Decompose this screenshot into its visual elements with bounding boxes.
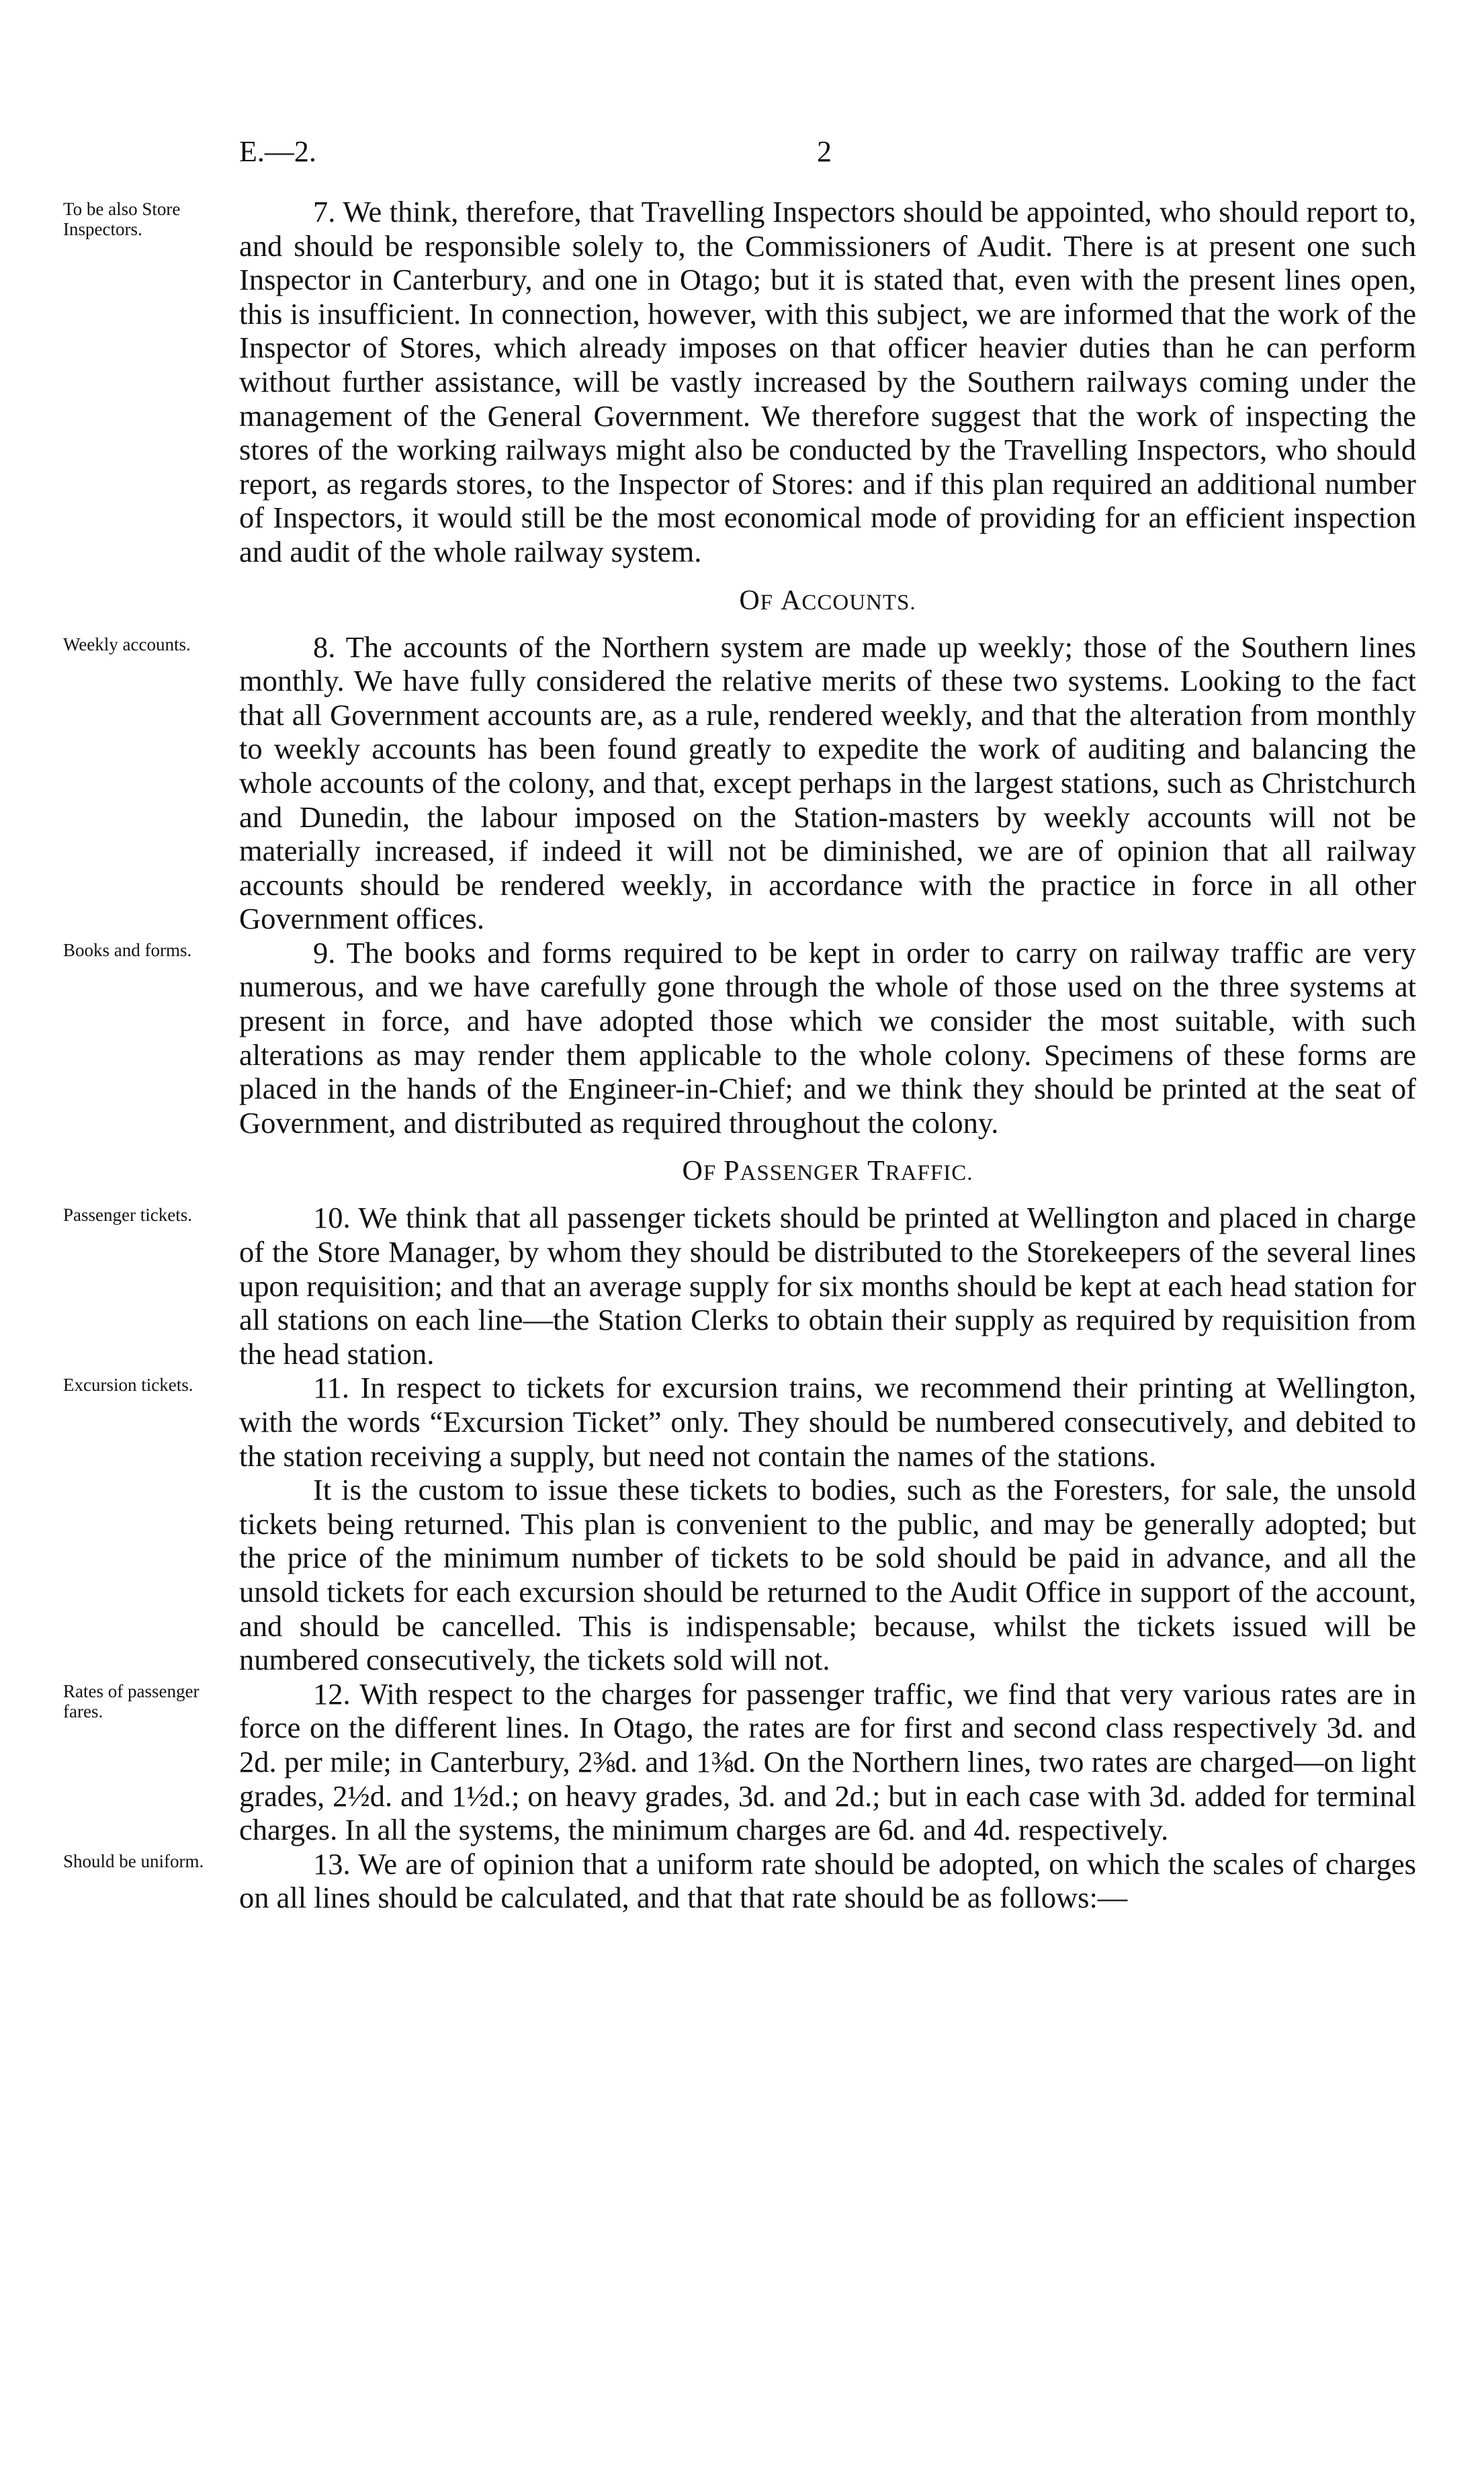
paragraph-12-text: 12. With respect to the charges for passenger traffic, we find that very various rates are in force on the different lines. In Otago, the rates are for first and second class respectively 3d. and 2d. per mile; in Canterbury, 2⅜d. and 1⅜d. On the Northern lines, two rates are charged—on light grades, 2½d. and 1½d.; on heavy grades, 3d. and 2d.; but in each case with 3d. added for terminal charges. In all the systems, the minimum charges are 6d. and 4d. respectively. — [239, 1676, 1416, 1847]
section-heading-accounts: OF ACCOUNTS. — [739, 585, 916, 616]
page-number: 2 — [817, 135, 832, 168]
side-note-weekly-accounts: Weekly accounts. — [63, 634, 191, 654]
paragraph-9 — [63, 935, 1416, 1140]
paragraph-11-continued — [239, 1473, 1416, 1677]
page-body — [63, 195, 1416, 1915]
paragraph-10-text: 10. We think that all passenger tickets should be printed at Wellington and placed in charge of the Store Manager, by whom they should be distributed to the Storekeepers of the several lines upon requisition; and that an average supply for six months should be kept at each head station for all stations on each line—the Station Clerks to obtain their supply as required by requisition from the head station. — [239, 1201, 1416, 1371]
paragraph-8 — [63, 630, 1416, 936]
paragraph-13 — [63, 1846, 1416, 1915]
paragraph-8-text: 8. The accounts of the Northern system are made up weekly; those of the Southern lines monthly. We have fully considered the relative merits of these two systems. Looking to the fact that all Government accounts are, as a rule, rendered weekly, and that the alteration from monthly to weekly accounts has been found greatly to expedite the work of auditing and balancing the whole accounts of the colony, and that, except perhaps in the largest stations, such as Christchurch and Dunedin, the labour imposed on the Station-masters by weekly accounts will not be materially increased, if indeed it will not be diminished, we are of opinion that all railway accounts should be rendered weekly, in accordance with the practice in force in all other Government offices. — [239, 630, 1416, 936]
paragraph-13-text: 13. We are of opinion that a uniform rate should be adopted, on which the scales of charges on all lines should be calculated, and that that rate should be as follows:— — [239, 1846, 1416, 1915]
side-note-books-and-forms: Books and forms. — [63, 939, 192, 960]
page-header — [239, 134, 1381, 175]
paragraph-7 — [63, 195, 1416, 569]
paragraph-7-text: 7. We think, therefore, that Travelling Inspectors should be appointed, who should report to, and should be responsible solely to, the Commissioners of Audit. There is at present one such Inspector in Canterbury, and one in Otago; but it is stated that, even with the present lines open, this is insufficient. In connection, however, with this subject, we are informed that the work of the Inspector of Stores, which already imposes on that officer heavier duties than he can perform without further assistance, will be vastly increased by the Southern railways coming under the management of the General Government. We therefore suggest that the work of inspecting the stores of the working railways might also be conducted by the Travelling Inspectors, who should report, as regards stores, to the Inspector of Stores: and if this plan required an additional number of Inspectors, it would still be the most economical mode of providing for an efficient inspection and audit of the whole railway system. — [239, 195, 1416, 568]
side-note-should-be-uniform: Should be uniform. — [63, 1850, 204, 1871]
side-note-passenger-tickets: Passenger tickets. — [63, 1205, 192, 1226]
side-note-store-inspectors: To be also Store Inspectors. — [63, 199, 181, 239]
paragraph-11-text: 11. In respect to tickets for excursion trains, we recommend their printing at Wellington, with the words “Excursion Ticket” only. They should be numbered consecutively, and debited to the station receiving a supply, but need not contain the names of the stations. — [239, 1371, 1416, 1473]
side-note-excursion-tickets: Excursion tickets. — [63, 1375, 193, 1396]
paragraph-9-text: 9. The books and forms required to be kept in order to carry on railway traffic are very numerous, and we have carefully gone through the whole of those used on the three systems at present in force, and have adopted those which we consider the most suitable, with such alterations as may render them applicable to the whole colony. Specimens of these forms are placed in the hands of the Engineer-in-Chief; and we think they should be printed at the seat of Government, and distributed as required throughout the colony. — [239, 935, 1416, 1140]
paragraph-12 — [63, 1676, 1416, 1847]
paragraph-11 — [63, 1371, 1416, 1473]
paragraph-10 — [63, 1201, 1416, 1371]
paragraph-11-continued-text: It is the custom to issue these tickets to bodies, such as the Foresters, for sale, the unsold tickets being returned. This plan is convenient to the public, and may be generally adopted; but the price of the minimum number of tickets to be sold should be paid in advance, and all the unsold tickets for each excursion should be returned to the Audit Office in support of the account, and should be cancelled. This is indispensable; because, whilst the tickets issued will be numbered consecutively, the tickets sold will not. — [239, 1473, 1416, 1677]
side-note-rates-of-passenger-fares: Rates of passenger fares. — [63, 1680, 200, 1721]
section-heading-passenger-traffic: OF PASSENGER TRAFFIC. — [682, 1156, 973, 1187]
document-reference: E.—2. — [239, 135, 316, 168]
